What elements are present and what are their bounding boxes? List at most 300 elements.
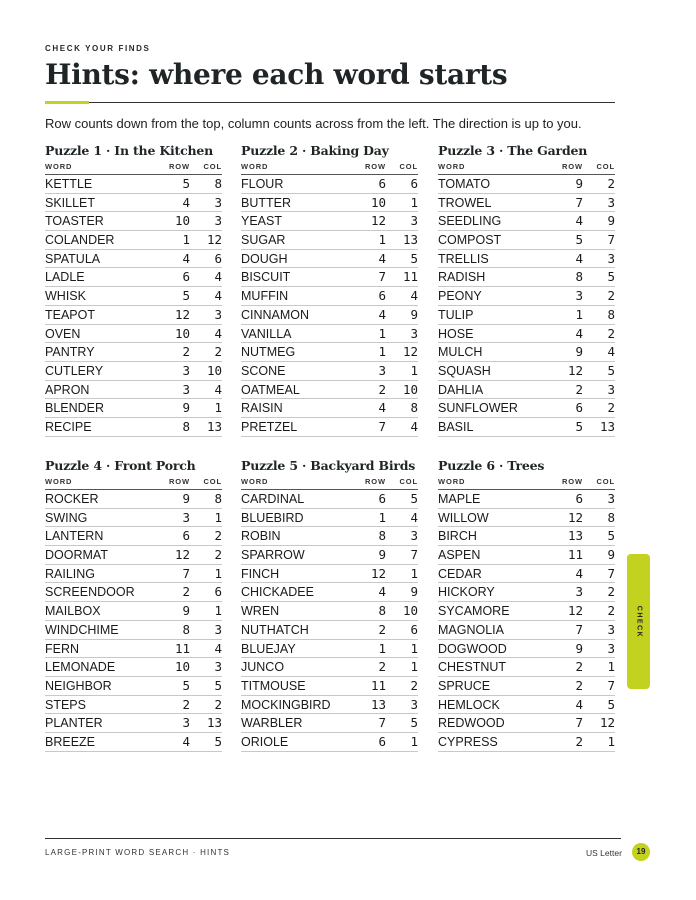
table-row [438, 583, 615, 602]
table-row [45, 306, 222, 325]
puzzle-title: Puzzle 2 · Baking Day [241, 143, 389, 158]
table-row [45, 658, 222, 677]
table-header [45, 161, 222, 175]
header-row: ROW [561, 162, 583, 171]
side-tab-check[interactable] [627, 554, 650, 689]
table-row [438, 602, 615, 621]
hint-word: RECIPE [45, 419, 92, 434]
hint-row: 9 [182, 491, 190, 506]
hint-row: 4 [378, 306, 386, 322]
hint-col: 12 [402, 344, 418, 360]
hint-col: 1 [410, 194, 418, 210]
table-row [45, 212, 222, 231]
hint-row: 4 [182, 250, 190, 266]
table-row [45, 343, 222, 362]
table-header [45, 476, 222, 490]
table-row [45, 621, 222, 640]
table-row [438, 509, 615, 528]
table-row [438, 268, 615, 287]
hint-word: APRON [45, 382, 90, 397]
table-row [241, 399, 418, 418]
hint-col: 1 [410, 362, 418, 378]
hint-row: 11 [370, 677, 386, 693]
table-row [45, 381, 222, 400]
intro-text: Row counts down from the top, column counts across from the left. The direction is up to you. [45, 116, 582, 131]
hint-word: BLUEBIRD [241, 510, 304, 525]
hint-col: 2 [607, 325, 615, 341]
hint-col: 2 [410, 677, 418, 693]
header-col: COL [596, 477, 615, 486]
hint-word: TRELLIS [438, 251, 489, 266]
table-row [45, 640, 222, 659]
hint-word: WILLOW [438, 510, 489, 525]
hint-col: 7 [607, 677, 615, 693]
hint-word: TITMOUSE [241, 678, 306, 693]
hint-word: SCONE [241, 363, 286, 378]
hint-word: SKILLET [45, 195, 96, 210]
hint-word: STEPS [45, 697, 86, 712]
hint-col: 3 [410, 325, 418, 341]
hint-word: OATMEAL [241, 382, 300, 397]
hint-col: 5 [214, 733, 222, 749]
hint-row: 6 [378, 733, 386, 749]
hint-row: 2 [182, 344, 190, 360]
hint-word: DAHLIA [438, 382, 484, 397]
table-row [438, 325, 615, 344]
footer-left: LARGE-PRINT WORD SEARCH · HINTS [45, 848, 231, 857]
header-row: ROW [364, 162, 386, 171]
table-row [241, 602, 418, 621]
hint-col: 1 [214, 509, 222, 525]
hint-word: ROCKER [45, 492, 99, 506]
hint-col: 3 [607, 381, 615, 397]
hint-col: 12 [599, 715, 615, 731]
hint-col: 2 [607, 400, 615, 416]
hint-word: PLANTER [45, 716, 103, 731]
hint-word: ASPEN [438, 548, 481, 563]
hint-word: CYPRESS [438, 734, 498, 749]
puzzle-title: Puzzle 1 · In the Kitchen [45, 143, 214, 158]
hint-word: BIRCH [438, 529, 477, 544]
hint-row: 4 [378, 400, 386, 416]
hint-col: 3 [214, 213, 222, 229]
puzzle-5-hints [241, 458, 418, 752]
hint-row: 10 [174, 659, 190, 675]
table-row [45, 362, 222, 381]
table-row [241, 621, 418, 640]
hint-col: 6 [410, 176, 418, 191]
hint-col: 1 [410, 565, 418, 581]
hint-col: 3 [214, 306, 222, 322]
puzzle-title: Puzzle 6 · Trees [438, 458, 545, 473]
hint-row: 2 [182, 584, 190, 600]
hint-word: CARDINAL [241, 492, 305, 506]
hint-row: 1 [575, 306, 583, 322]
hint-row: 7 [575, 194, 583, 210]
hint-col: 1 [410, 733, 418, 749]
hint-word: ROBIN [241, 529, 281, 544]
hint-word: BISCUIT [241, 270, 291, 285]
header-row: ROW [168, 162, 190, 171]
hint-row: 10 [370, 194, 386, 210]
hint-word: JUNCO [241, 660, 285, 675]
title-rule [45, 102, 615, 103]
hint-row: 9 [575, 640, 583, 656]
hint-row: 6 [378, 491, 386, 506]
hint-col: 5 [214, 677, 222, 693]
table-row [438, 527, 615, 546]
hint-row: 11 [567, 547, 583, 563]
hint-col: 2 [214, 547, 222, 563]
header-word: WORD [438, 162, 466, 171]
hint-row: 8 [182, 418, 190, 434]
hint-word: RADISH [438, 270, 486, 285]
hint-col: 1 [214, 400, 222, 416]
title-accent-bar [45, 101, 89, 104]
hint-word: RAILING [45, 566, 96, 581]
table-row [45, 287, 222, 306]
hint-row: 12 [567, 362, 583, 378]
hint-col: 3 [607, 621, 615, 637]
hint-row: 10 [174, 325, 190, 341]
hint-word: SQUASH [438, 363, 491, 378]
hint-word: MULCH [438, 345, 483, 360]
hint-col: 5 [410, 491, 418, 506]
hint-col: 9 [410, 584, 418, 600]
hint-word: SUGAR [241, 233, 286, 248]
hint-row: 3 [575, 288, 583, 304]
hint-word: DOGWOOD [438, 641, 507, 656]
table-row [241, 565, 418, 584]
puzzle-title: Puzzle 4 · Front Porch [45, 458, 196, 473]
hint-col: 10 [402, 381, 418, 397]
table-row [438, 381, 615, 400]
hint-col: 4 [214, 640, 222, 656]
table-row [45, 714, 222, 733]
hint-col: 3 [214, 194, 222, 210]
puzzle-title: Puzzle 3 · The Garden [438, 143, 588, 158]
hint-col: 5 [607, 528, 615, 544]
table-row [241, 306, 418, 325]
table-row [241, 381, 418, 400]
hint-word: SCREENDOOR [45, 585, 135, 600]
table-row [241, 696, 418, 715]
hint-row: 13 [370, 696, 386, 712]
table-row [45, 175, 222, 194]
hint-col: 3 [410, 528, 418, 544]
table-row [438, 399, 615, 418]
header-col: COL [203, 477, 222, 486]
hint-row: 3 [182, 509, 190, 525]
hint-word: SPATULA [45, 251, 101, 266]
hint-word: RAISIN [241, 401, 283, 416]
hint-word: HICKORY [438, 585, 495, 600]
hint-word: BUTTER [241, 195, 291, 210]
hint-col: 2 [607, 584, 615, 600]
table-row [438, 714, 615, 733]
hint-col: 2 [214, 344, 222, 360]
table-header [438, 476, 615, 490]
hint-word: MAGNOLIA [438, 622, 504, 637]
hint-word: DOUGH [241, 251, 288, 266]
hint-word: CUTLERY [45, 363, 104, 378]
hint-col: 3 [410, 213, 418, 229]
table-row [438, 696, 615, 715]
hint-word: HEMLOCK [438, 697, 500, 712]
hint-col: 10 [206, 362, 222, 378]
hint-col: 4 [214, 325, 222, 341]
hint-word: SYCAMORE [438, 604, 510, 619]
table-row [45, 583, 222, 602]
table-row [241, 490, 418, 509]
hint-row: 12 [567, 509, 583, 525]
hint-word: ORIOLE [241, 734, 289, 749]
hint-word: NUTHATCH [241, 622, 309, 637]
header-word: WORD [241, 477, 269, 486]
table-row [438, 306, 615, 325]
hint-col: 2 [607, 603, 615, 619]
hint-row: 10 [174, 213, 190, 229]
hint-row: 1 [378, 232, 386, 248]
hint-col: 4 [410, 509, 418, 525]
table-row [45, 194, 222, 213]
hint-col: 9 [607, 547, 615, 563]
header-word: WORD [45, 477, 73, 486]
header-col: COL [203, 162, 222, 171]
hint-row: 6 [182, 528, 190, 544]
hint-col: 1 [410, 640, 418, 656]
table-row [45, 546, 222, 565]
table-row [438, 231, 615, 250]
hint-row: 7 [575, 621, 583, 637]
hint-word: COMPOST [438, 233, 502, 248]
hint-word: BLENDER [45, 401, 105, 416]
hint-col: 10 [402, 603, 418, 619]
hint-word: SEEDLING [438, 214, 502, 229]
hint-word: VANILLA [241, 326, 292, 341]
hint-col: 13 [599, 418, 615, 434]
hint-row: 6 [575, 400, 583, 416]
hint-word: DOORMAT [45, 548, 108, 563]
hint-row: 7 [182, 565, 190, 581]
hint-row: 12 [567, 603, 583, 619]
hint-row: 6 [575, 491, 583, 506]
table-row [241, 658, 418, 677]
table-row [241, 343, 418, 362]
hint-row: 4 [182, 194, 190, 210]
hint-word: KETTLE [45, 177, 93, 191]
hint-col: 8 [607, 509, 615, 525]
hint-word: FERN [45, 641, 80, 656]
hint-word: REDWOOD [438, 716, 505, 731]
hint-row: 8 [182, 621, 190, 637]
hint-row: 4 [575, 565, 583, 581]
hint-row: 11 [174, 640, 190, 656]
table-row [241, 733, 418, 752]
table-row [45, 696, 222, 715]
hint-word: NUTMEG [241, 345, 296, 360]
puzzle-1-hints [45, 143, 222, 437]
hint-word: WREN [241, 604, 280, 619]
table-row [241, 418, 418, 437]
hint-row: 1 [378, 344, 386, 360]
hint-row: 9 [575, 344, 583, 360]
hint-row: 3 [182, 362, 190, 378]
hint-col: 3 [607, 250, 615, 266]
hint-word: WHISK [45, 289, 86, 304]
table-row [438, 194, 615, 213]
hint-word: COLANDER [45, 233, 115, 248]
hint-row: 2 [575, 659, 583, 675]
table-row [438, 640, 615, 659]
hint-row: 9 [182, 603, 190, 619]
header-row: ROW [364, 477, 386, 486]
hint-col: 1 [607, 733, 615, 749]
hint-col: 2 [214, 696, 222, 712]
hint-row: 5 [182, 677, 190, 693]
hint-col: 4 [214, 288, 222, 304]
hint-word: PANTRY [45, 345, 95, 360]
table-row [45, 231, 222, 250]
header-col: COL [399, 477, 418, 486]
hint-row: 4 [378, 584, 386, 600]
hint-col: 12 [206, 232, 222, 248]
hint-word: BASIL [438, 419, 474, 434]
hint-col: 9 [410, 306, 418, 322]
table-row [438, 658, 615, 677]
hint-col: 8 [410, 400, 418, 416]
table-row [241, 325, 418, 344]
hint-col: 3 [607, 640, 615, 656]
hint-row: 4 [378, 250, 386, 266]
hint-col: 7 [607, 232, 615, 248]
hint-row: 9 [182, 400, 190, 416]
table-row [45, 325, 222, 344]
hint-col: 1 [607, 659, 615, 675]
hint-row: 5 [575, 232, 583, 248]
hint-row: 2 [575, 381, 583, 397]
table-row [241, 175, 418, 194]
side-tab-label: CHECK [635, 605, 642, 638]
hint-col: 2 [607, 288, 615, 304]
hint-col: 3 [607, 491, 615, 506]
hint-word: PEONY [438, 289, 482, 304]
hint-word: NEIGHBOR [45, 678, 112, 693]
hint-word: CHESTNUT [438, 660, 507, 675]
page-title: Hints: where each word starts [45, 58, 508, 91]
footer-right: US Letter [586, 848, 622, 858]
hint-col: 5 [607, 696, 615, 712]
puzzle-2-hints [241, 143, 418, 437]
table-row [241, 527, 418, 546]
hint-row: 12 [174, 547, 190, 563]
hint-col: 5 [410, 715, 418, 731]
hint-word: MAILBOX [45, 604, 101, 619]
page-number-badge: 19 [632, 843, 650, 861]
hint-col: 2 [607, 176, 615, 191]
hint-col: 5 [607, 269, 615, 285]
hint-row: 4 [575, 213, 583, 229]
hint-col: 4 [214, 381, 222, 397]
table-row [438, 490, 615, 509]
table-row [241, 583, 418, 602]
hint-col: 1 [214, 603, 222, 619]
hint-row: 7 [378, 715, 386, 731]
hint-row: 9 [378, 547, 386, 563]
hint-row: 5 [575, 418, 583, 434]
hint-row: 12 [174, 306, 190, 322]
table-header [241, 476, 418, 490]
table-row [45, 268, 222, 287]
hint-word: WARBLER [241, 716, 303, 731]
hint-row: 12 [370, 213, 386, 229]
hint-col: 3 [607, 194, 615, 210]
hint-row: 6 [378, 176, 386, 191]
hint-row: 13 [567, 528, 583, 544]
hint-row: 6 [378, 288, 386, 304]
hint-col: 4 [214, 269, 222, 285]
hint-row: 2 [575, 677, 583, 693]
hint-row: 4 [575, 325, 583, 341]
hint-row: 2 [378, 621, 386, 637]
hint-row: 4 [575, 696, 583, 712]
header-col: COL [399, 162, 418, 171]
header-col: COL [596, 162, 615, 171]
hint-word: SPARROW [241, 548, 305, 563]
table-row [438, 250, 615, 269]
hint-row: 9 [575, 176, 583, 191]
table-row [438, 362, 615, 381]
hint-col: 7 [607, 565, 615, 581]
puzzle-3-hints [438, 143, 615, 437]
puzzle-title: Puzzle 5 · Backyard Birds [241, 458, 416, 473]
table-header [438, 161, 615, 175]
hint-word: SUNFLOWER [438, 401, 518, 416]
table-row [241, 250, 418, 269]
hint-col: 5 [607, 362, 615, 378]
hint-word: MAPLE [438, 492, 481, 506]
hint-row: 2 [182, 696, 190, 712]
table-row [241, 194, 418, 213]
hint-col: 7 [410, 547, 418, 563]
hint-col: 11 [402, 269, 418, 285]
header-word: WORD [45, 162, 73, 171]
hint-word: FINCH [241, 566, 280, 581]
hint-col: 1 [214, 565, 222, 581]
table-row [438, 212, 615, 231]
hint-row: 1 [378, 640, 386, 656]
hint-row: 7 [378, 269, 386, 285]
hint-col: 3 [214, 659, 222, 675]
table-row [45, 565, 222, 584]
hint-word: MOCKINGBIRD [241, 697, 331, 712]
table-row [241, 362, 418, 381]
table-header [241, 161, 418, 175]
table-row [241, 714, 418, 733]
hint-row: 1 [378, 325, 386, 341]
hint-col: 6 [214, 584, 222, 600]
table-row [438, 175, 615, 194]
table-row [45, 418, 222, 437]
puzzle-4-hints [45, 458, 222, 752]
hint-word: TEAPOT [45, 307, 96, 322]
hint-word: LEMONADE [45, 660, 116, 675]
table-row [241, 212, 418, 231]
table-row [241, 640, 418, 659]
hint-col: 5 [410, 250, 418, 266]
hint-word: FLOUR [241, 177, 284, 191]
table-row [45, 527, 222, 546]
